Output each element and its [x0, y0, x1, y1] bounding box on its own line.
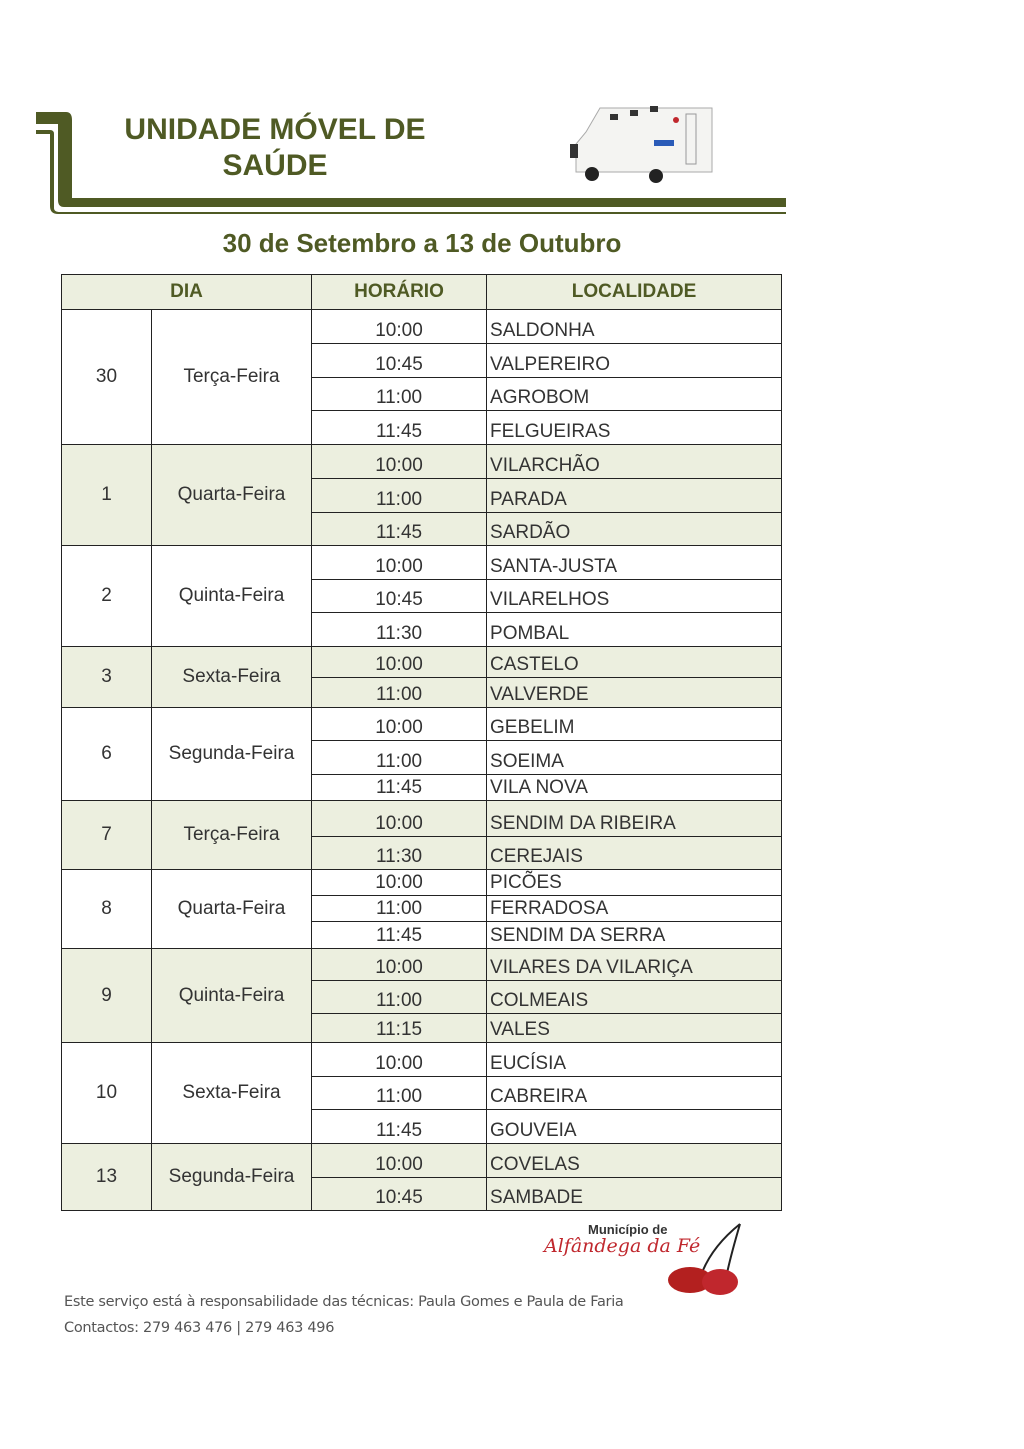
day-number: 13 — [62, 1144, 152, 1211]
schedule-table — [61, 274, 782, 1211]
time-cell: 10:00 — [312, 708, 487, 741]
table-row — [62, 1043, 782, 1077]
time-cell: 11:30 — [312, 837, 487, 870]
day-number: 7 — [62, 801, 152, 870]
ambulance-van-image — [566, 94, 716, 184]
location-cell: PARADA — [487, 479, 782, 513]
location-cell: GEBELIM — [487, 708, 782, 741]
time-cell: 10:00 — [312, 1144, 487, 1178]
page-title — [100, 112, 450, 184]
table-row — [62, 949, 782, 981]
location-cell: VILARCHÃO — [487, 445, 782, 479]
header-horario: HORÁRIO — [312, 275, 487, 310]
time-cell: 10:45 — [312, 1178, 487, 1211]
weekday: Segunda-Feira — [152, 708, 312, 801]
time-cell: 11:00 — [312, 981, 487, 1014]
time-cell: 10:00 — [312, 647, 487, 678]
weekday: Sexta-Feira — [152, 1043, 312, 1144]
time-cell: 11:00 — [312, 378, 487, 411]
day-number: 1 — [62, 445, 152, 546]
time-cell: 10:00 — [312, 870, 487, 896]
location-cell: SENDIM DA SERRA — [487, 922, 782, 949]
table-row — [62, 708, 782, 741]
weekday: Segunda-Feira — [152, 1144, 312, 1211]
table-row — [62, 870, 782, 896]
location-cell: VILA NOVA — [487, 775, 782, 801]
footer-responsible: Este serviço está à responsabilidade das técnicas: Paula Gomes e Paula de Faria — [64, 1294, 624, 1310]
time-cell: 10:00 — [312, 445, 487, 479]
location-cell: VALES — [487, 1014, 782, 1043]
table-row — [62, 801, 782, 837]
table-row — [62, 310, 782, 344]
day-number: 8 — [62, 870, 152, 949]
table-row — [62, 1144, 782, 1178]
weekday: Quinta-Feira — [152, 546, 312, 647]
location-cell: CASTELO — [487, 647, 782, 678]
date-range: 30 de Setembro a 13 de Outubro — [222, 228, 622, 258]
svg-text:Alfândega da Fé: Alfândega da Fé — [544, 1235, 701, 1257]
header-localidade: LOCALIDADE — [487, 275, 782, 310]
time-cell: 10:00 — [312, 949, 487, 981]
day-number: 6 — [62, 708, 152, 801]
time-cell: 11:00 — [312, 896, 487, 922]
time-cell: 11:45 — [312, 775, 487, 801]
time-cell: 10:00 — [312, 801, 487, 837]
weekday: Quarta-Feira — [152, 870, 312, 949]
location-cell: SAMBADE — [487, 1178, 782, 1211]
time-cell: 11:00 — [312, 678, 487, 708]
table-row — [62, 445, 782, 479]
time-cell: 10:45 — [312, 344, 487, 378]
title-line-2: SAÚDE — [222, 149, 328, 182]
table-row — [62, 647, 782, 678]
time-cell: 11:45 — [312, 922, 487, 949]
table-row — [62, 546, 782, 580]
location-cell: PICÕES — [487, 870, 782, 896]
weekday: Terça-Feira — [152, 310, 312, 445]
time-cell: 11:00 — [312, 479, 487, 513]
location-cell: VILARELHOS — [487, 580, 782, 613]
time-cell: 11:45 — [312, 513, 487, 546]
location-cell: VALPEREIRO — [487, 344, 782, 378]
time-cell: 11:00 — [312, 1077, 487, 1110]
location-cell: AGROBOM — [487, 378, 782, 411]
time-cell: 10:45 — [312, 580, 487, 613]
location-cell: EUCÍSIA — [487, 1043, 782, 1077]
day-number: 10 — [62, 1043, 152, 1144]
municipio-logo — [540, 1218, 750, 1298]
weekday: Sexta-Feira — [152, 647, 312, 708]
location-cell: SENDIM DA RIBEIRA — [487, 801, 782, 837]
location-cell: CEREJAIS — [487, 837, 782, 870]
time-cell: 10:00 — [312, 1043, 487, 1077]
location-cell: FERRADOSA — [487, 896, 782, 922]
location-cell: CABREIRA — [487, 1077, 782, 1110]
location-cell: FELGUEIRAS — [487, 411, 782, 445]
location-cell: SOEIMA — [487, 741, 782, 775]
location-cell: VALVERDE — [487, 678, 782, 708]
weekday: Quinta-Feira — [152, 949, 312, 1043]
time-cell: 11:45 — [312, 1110, 487, 1144]
day-number: 9 — [62, 949, 152, 1043]
table-header-row — [62, 275, 782, 310]
location-cell: COLMEAIS — [487, 981, 782, 1014]
time-cell: 11:45 — [312, 411, 487, 445]
time-cell: 11:15 — [312, 1014, 487, 1043]
location-cell: SANTA-JUSTA — [487, 546, 782, 580]
day-number: 3 — [62, 647, 152, 708]
location-cell: VILARES DA VILARIÇA — [487, 949, 782, 981]
title-line-1: UNIDADE MÓVEL DE — [124, 113, 426, 146]
time-cell: 10:00 — [312, 310, 487, 344]
weekday: Quarta-Feira — [152, 445, 312, 546]
footer-contacts: Contactos: 279 463 476 | 279 463 496 — [64, 1320, 335, 1336]
time-cell: 10:00 — [312, 546, 487, 580]
time-cell: 11:00 — [312, 741, 487, 775]
location-cell: SARDÃO — [487, 513, 782, 546]
time-cell: 11:30 — [312, 613, 487, 647]
day-number: 30 — [62, 310, 152, 445]
day-number: 2 — [62, 546, 152, 647]
location-cell: SALDONHA — [487, 310, 782, 344]
svg-text:Município de: Município de — [588, 1222, 668, 1237]
header-dia: DIA — [62, 275, 312, 310]
location-cell: COVELAS — [487, 1144, 782, 1178]
location-cell: POMBAL — [487, 613, 782, 647]
weekday: Terça-Feira — [152, 801, 312, 870]
location-cell: GOUVEIA — [487, 1110, 782, 1144]
